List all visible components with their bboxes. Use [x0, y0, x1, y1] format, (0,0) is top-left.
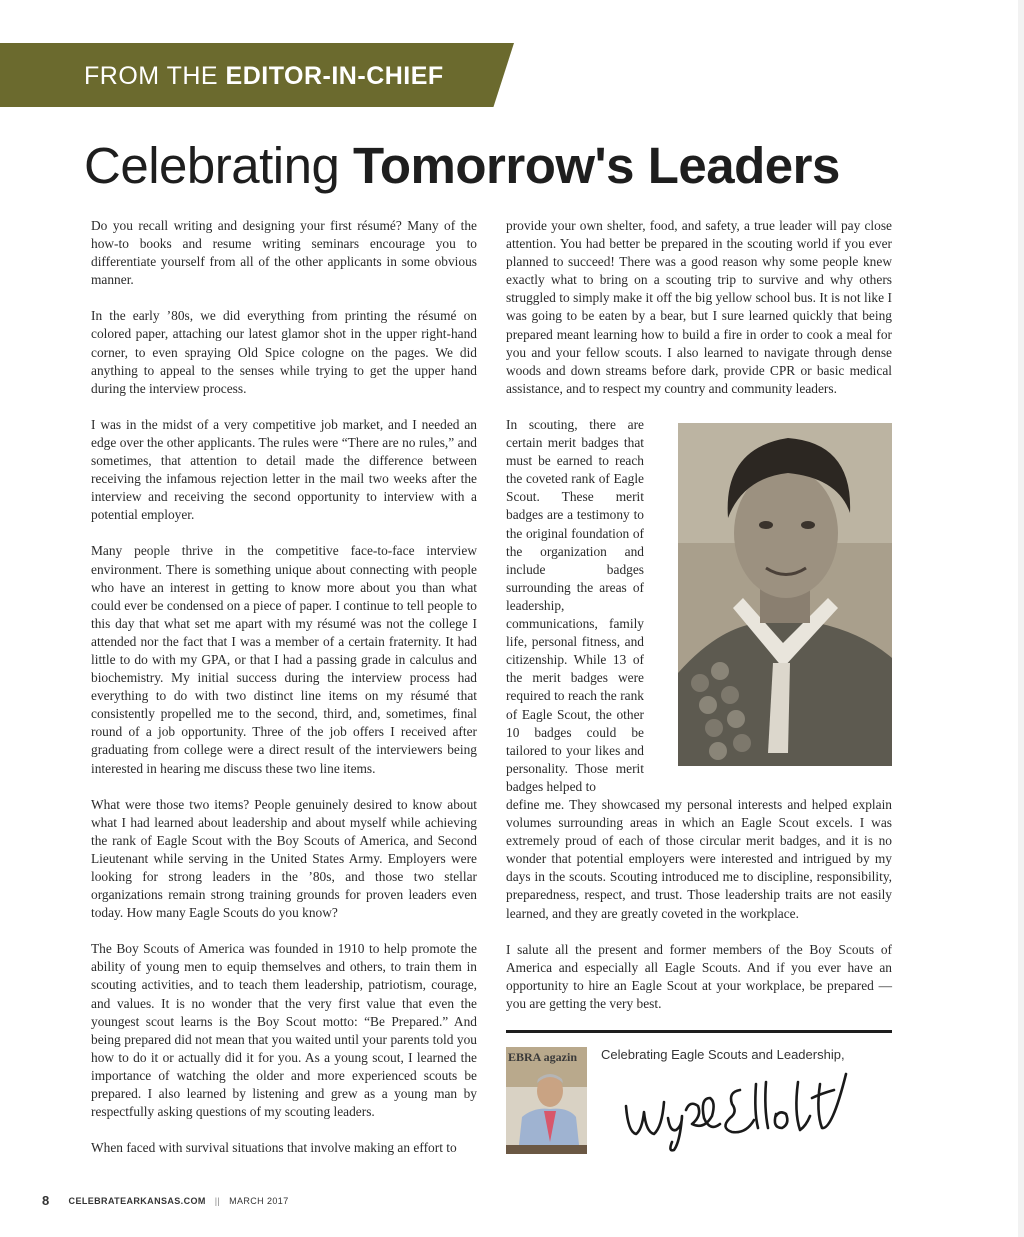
paragraph: When faced with survival situations that involve making an effort to — [91, 1140, 457, 1156]
right-column-narrow — [506, 416, 644, 814]
paragraph: Do you recall writing and designing your first résumé? Many of the how-to books and resume writing seminars encourage you to differentiate yourself from all of the other applicants in some obvious manner. — [91, 218, 477, 288]
headline-bold: Tomorrow's Leaders — [353, 137, 840, 194]
editor-photo — [506, 1047, 587, 1154]
signoff-divider — [506, 1030, 892, 1033]
paragraph: define me. They showcased my personal interests and helped explain volumes surrounding areas in which an Eagle Scout excels. I was extremely proud of each of those circular merit badges, and it is no wonder that potential employers were interested and intrigued by my days in the scouts. Scouting introduced me to discipline, responsibility, preparedness, respect, and trust. Those leadership traits are not easily learned, and they are greatly coveted in the workplace. — [506, 797, 892, 921]
left-column — [91, 217, 477, 1175]
paragraph: I salute all the present and former members of the Boy Scouts of America and especially all Eagle Scouts. And if you ever have an opportunity to hire an Eagle Scout at your workplace, be prepared — you are getting the very best. — [506, 941, 892, 1011]
footer-separator: || — [214, 1196, 221, 1206]
paragraph: In the early ’80s, we did everything from printing the résumé on colored paper, attaching our latest glamor shot in the upper right-hand corner, to even spraying Old Spice cologne on the pages. We did anything to appeal to the senses while trying to get the upper hand during the interview process. — [91, 308, 477, 396]
paragraph: The Boy Scouts of America was founded in 1910 to help promote the ability of young men to equip themselves and others, to train them in scouting activities, and to teach them leadership, patriotism, courage, and values. It is no wonder that the very first value that even the youngest scout learns is the Boy Scout motto: “Be Prepared.” And being prepared did not mean that you waited until your parents told you how to do it or actually did it for you. As a young scout, I learned the importance of watching the older and more experienced scouts be prepared. I also learned by listening and grew as a young man by respectfully asking questions of my scouting leaders. — [91, 941, 477, 1120]
section-label-emphasis: EDITOR-IN-CHIEF — [225, 62, 444, 90]
editor-photo-text: EBRA agazin — [508, 1050, 578, 1064]
page-number: 8 — [42, 1193, 50, 1208]
paragraph: What were those two items? People genuinely desired to know about what I had learned about leadership and about myself while achieving the rank of Eagle Scout with the Boy Scouts of America, and Second Lieutenant while serving in the United States Army. Employers were looking for strong leaders in the ’80s, and those two stellar organizations remain strong training grounds for proven leaders even today. How many Eagle Scouts do you know? — [91, 796, 477, 921]
footer-issue: MARCH 2017 — [229, 1196, 289, 1206]
page-edge — [1018, 0, 1024, 1237]
eagle-scout-photo — [678, 423, 892, 766]
right-column-top — [506, 217, 892, 416]
editor-portrait-icon — [506, 1047, 587, 1154]
signoff-text: Celebrating Eagle Scouts and Leadership, — [601, 1047, 845, 1062]
paragraph: In scouting, there are certain merit badges that must be earned to reach the coveted rank of Eagle Scout. These merit badges are a testimony to the original foundation of the organization and include badges surrounding the areas of leadership, communications, family life, personal fitness, and citizenship. While 13 of the merit badges were required to reach the rank of Eagle Scout, the other 10 badges could be tailored to your likes and personality. Those merit badges helped to — [506, 417, 644, 794]
signature-icon — [620, 1072, 860, 1156]
scout-portrait-icon — [678, 423, 892, 766]
section-label-prefix: FROM THE — [84, 62, 219, 90]
paragraph: Many people thrive in the competitive face-to-face interview environment. There is something unique about connecting with people who have an interest in getting to know more about you than what could ever be condensed on a piece of paper. I continue to tell people to this day that what set me apart with my résumé was not the college I attended nor the fact that I was a member of a certain fraternity. It had little to do with my GPA, or that I had a passing grade in calculus and biochemistry. My initial success during the interview process had everything to do with two distinct line items on my résumé that consistently propelled me to the second, third, and, sometimes, final round of a job opportunity. Three of the job offers I received after graduating from college were a direct result of the interviewers being interested in hearing me discuss these two line items. — [91, 543, 477, 776]
article-headline — [84, 136, 840, 195]
paragraph: provide your own shelter, food, and safety, a true leader will pay close attention. You had better be prepared in the scouting world if you ever planned to succeed! There was a good reason why some people knew exactly what to bring on a scouting trip to survive and why others struggled to simply make it off the big yellow school bus. It is not like I was going to be eaten by a bear, but I sure learned quickly that being prepared meant learning how to build a fire in order to cook a meal for you and your fellow scouts. I also learned to navigate through dense woods and down streams before dark, provide CPR or basic medical assistance, and to respect my country and community leaders. — [506, 218, 892, 396]
right-column-bottom — [506, 796, 892, 1031]
section-label — [84, 62, 444, 91]
page-footer — [42, 1193, 289, 1208]
footer-site: CELEBRATEARKANSAS.COM — [68, 1196, 206, 1206]
paragraph: I was in the midst of a very competitive job market, and I needed an edge over the other applicants. The rules were “There are no rules,” and sometimes, that attention to detail made the difference between receiving the infamous rejection letter in the mail two weeks after the interview and receiving the second opportunity to interview with a potential employer. — [91, 416, 477, 523]
headline-light: Celebrating — [84, 137, 340, 194]
